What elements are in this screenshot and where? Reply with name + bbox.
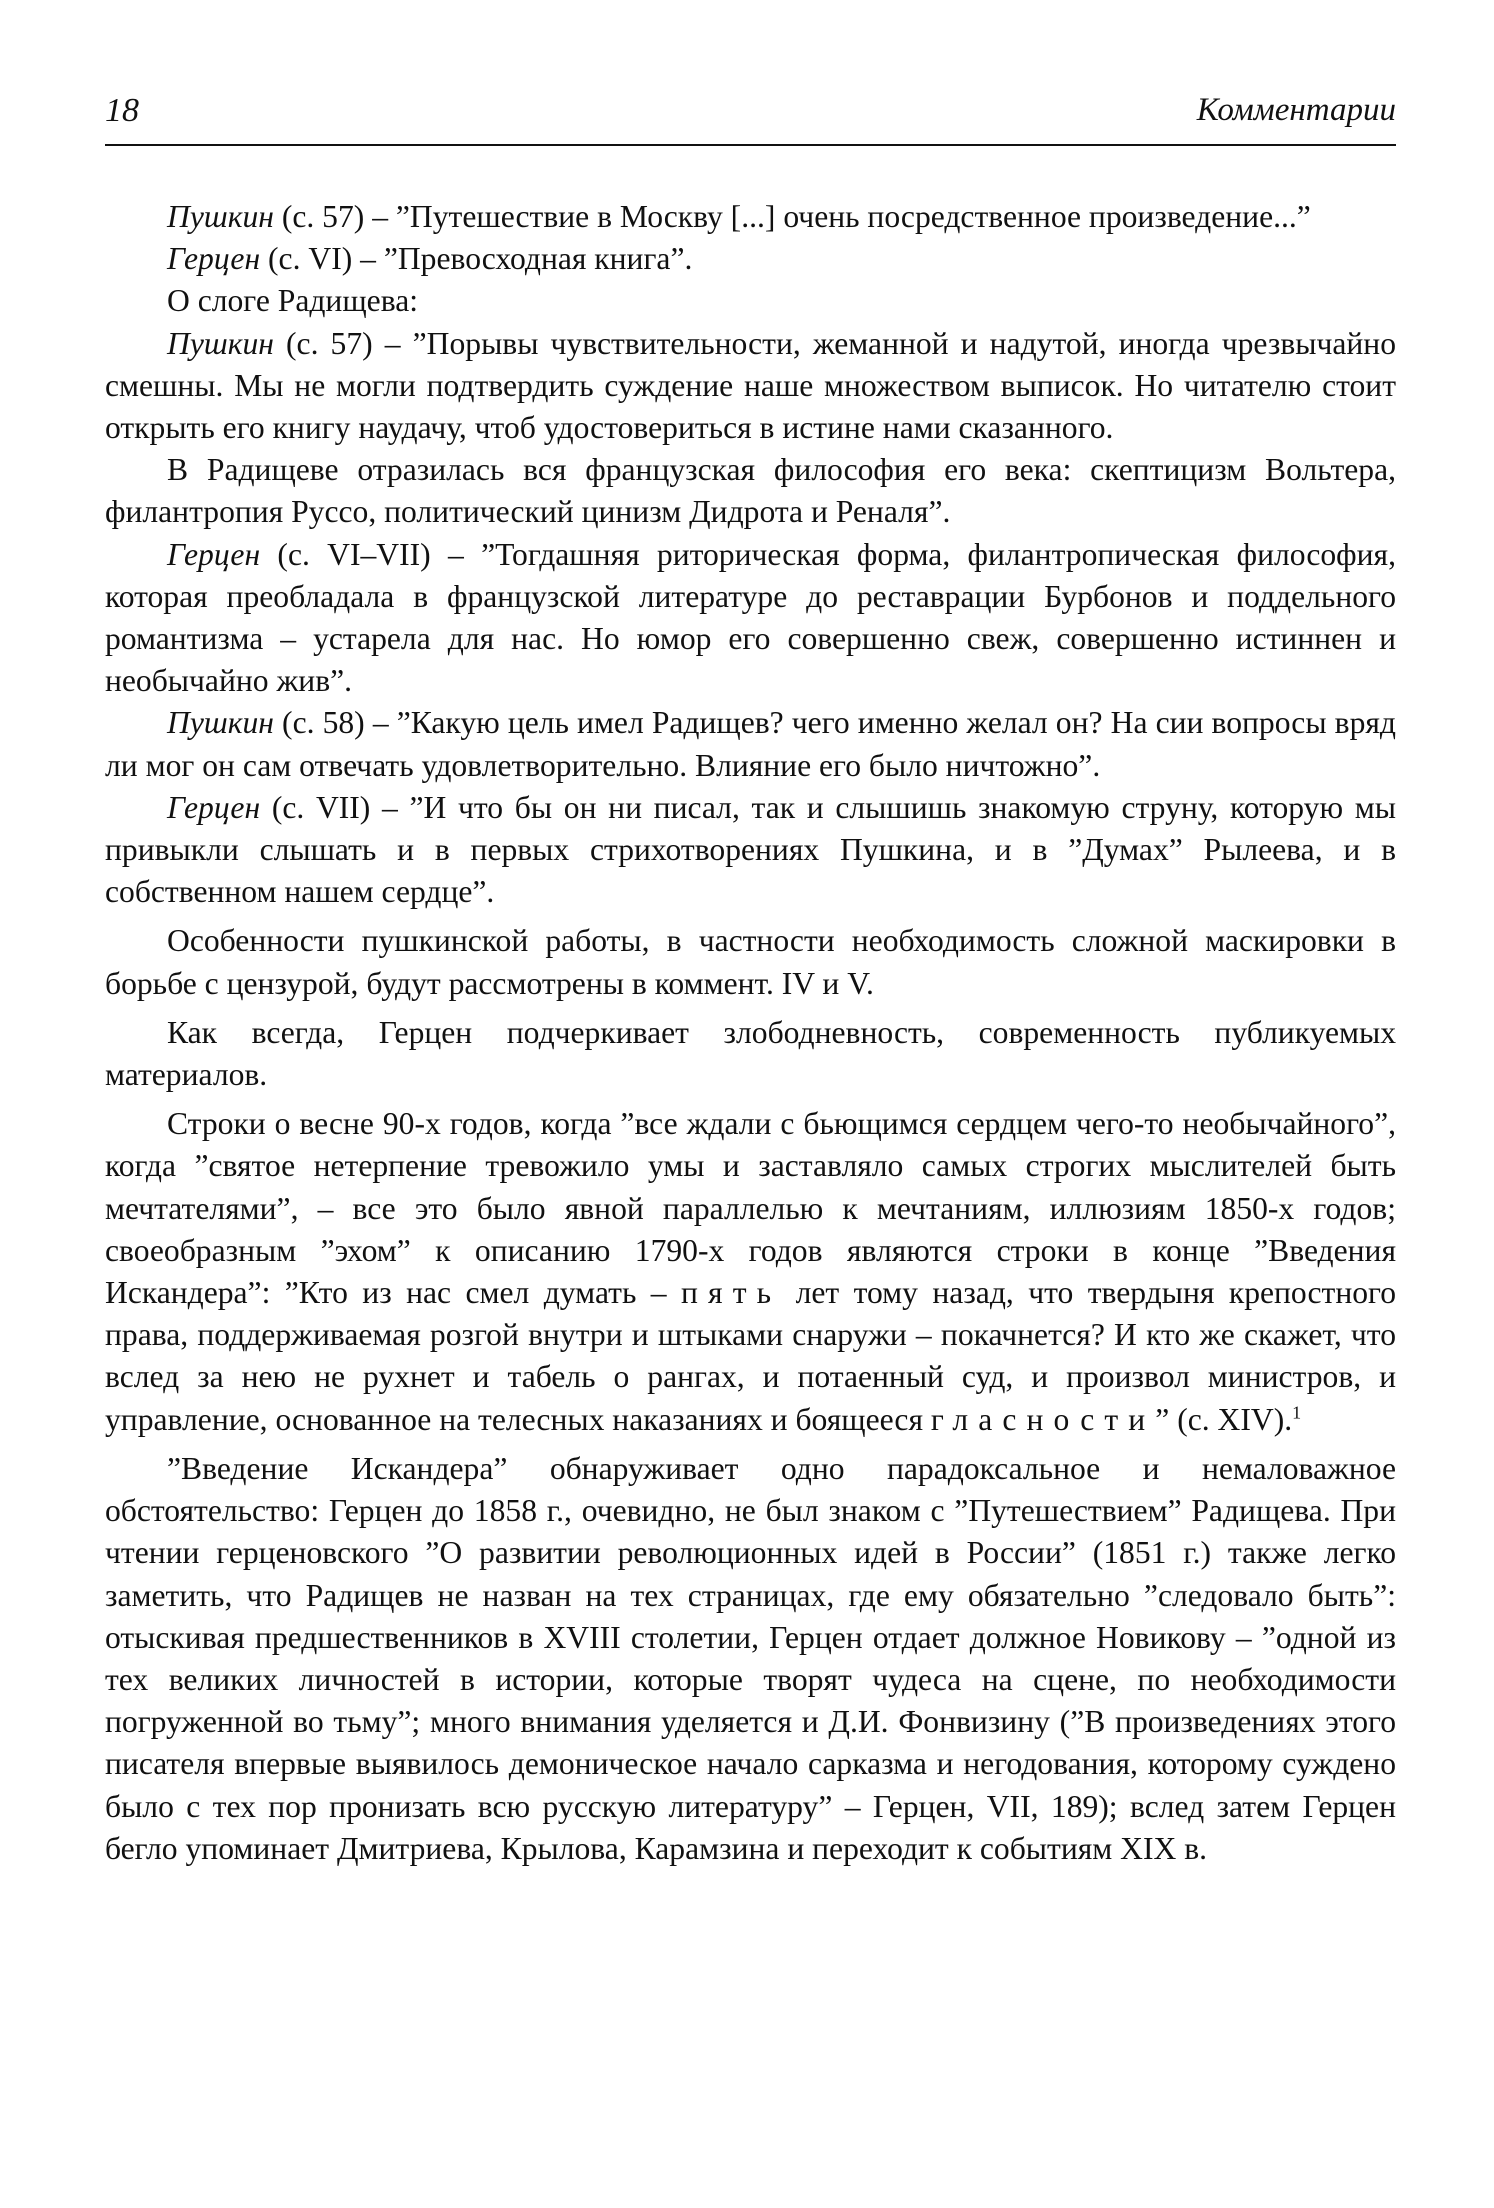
paragraph: [105, 920, 1396, 1004]
page-ref: (с. VI): [260, 241, 361, 277]
page-number: 18: [105, 92, 139, 129]
paragraph: [105, 323, 1396, 450]
spaced-emphasis: пять: [681, 1275, 782, 1311]
speaker-name: Герцен: [167, 241, 261, 277]
paragraph-text: Как всегда, Герцен подчеркивает злободневность, современность публикуемых материалов.: [105, 1014, 1396, 1093]
paragraph-text: – ”И что бы он ни писал, так и слышишь знакомую струну, которую мы привыкли слышать и в первых стрихотворениях Пушкина, и в ”Думах” Рылеева, и в собственном нашем сердце”.: [105, 789, 1396, 910]
paragraph: [105, 1103, 1396, 1441]
page-ref: (с. 57): [273, 325, 385, 361]
paragraph: [105, 238, 1396, 280]
paragraph: [105, 280, 1396, 322]
paragraph-text: лет тому назад, что твердыня крепостного права, поддерживаемая розгой внутри и штыками снаружи – покачнется? И кто же скажет, что вслед за нею не рухнет и табель о рангах, и потаенный суд, и произвол министров, и управление, основанное на телесных наказаниях и боящееся: [105, 1275, 1397, 1437]
page-ref: (с. 57): [273, 199, 373, 234]
paragraph-text: ” (с. XIV).: [1155, 1401, 1293, 1437]
paragraph-text: В Радищеве отразилась вся французская философия его века: скептицизм Вольтера, филантропия Руссо, политический цинизм Дидрота и Реналя”.: [105, 452, 1396, 530]
paragraph: [105, 196, 1396, 238]
paragraph-text: Особенности пушкинской работы, в частности необходимость сложной маскировки в борьбе с цензурой, будут рассмотрены в коммент. IV и V.: [105, 923, 1396, 1001]
paragraph: [105, 449, 1396, 533]
paragraph: [105, 787, 1396, 914]
speaker-name: Герцен: [167, 536, 261, 572]
paragraph-text: О слоге Радищева:: [167, 283, 418, 319]
page-ref: (с. VI–VII): [260, 536, 448, 572]
speaker-name: Пушкин: [167, 199, 274, 234]
speaker-name: Пушкин: [167, 705, 274, 741]
paragraph-text: – ”Порывы чувствительности, жеманной и надутой, иногда чрезвычайно смешны. Мы не могли подтвердить суждение наше множеством выписок. Но читателю стоит открыть его книгу наудачу, чтоб удостовериться в истине нами сказанного.: [105, 325, 1396, 446]
speaker-name: Герцен: [167, 789, 261, 825]
paragraph-text: – ”Путешествие в Москву [...] очень посредственное произведение...”: [372, 199, 1311, 234]
footnote-mark[interactable]: 1: [1292, 1402, 1302, 1423]
paragraph-text: Строки о весне 90-х годов, когда ”все ждали с бьющимся сердцем чего-то необычайного”, когда ”святое нетерпение тревожило умы и заставляло самых строгих мыслителей быть мечтателями”, – все это было явной параллелью к мечтаниям, иллюзиям 1850-х годов; своеобразным ”эхом” к описанию 1790-х годов являются строки в конце ”Введения Искандера”: ”Кто из нас смел думать –: [105, 1106, 1396, 1311]
paragraph-text: ”Введение Искандера” обнаруживает одно парадоксальное и немаловажное обстоятельство: Герцен до 1858 г., очевидно, не был знаком с ”Путешествием” Радищева. При чтении герценовского ”О развитии революционных идей в России” (1851 г.) также легко заметить, что Радищев не назван на тех страницах, где ему обязательно ”следовало быть”: отыскивая предшественников в XVIII столетии, Герцен отдает должное Новикову – ”одной из тех великих личностей в истории, которые творят чудеса на сцене, по необходимости погруженной во тьму”; много внимания уделяется и Д.И. Фонвизину (”В произведениях этого писателя впервые выявилось демоническое начало сарказма и негодования, которому суждено было с тех пор пронизать всю русскую литературу” – Герцен, VII, 189); вслед затем Герцен бегло упоминает Дмитриева, Крылова, Карамзина и переходит к событиям XIX в.: [105, 1450, 1396, 1866]
page-body: [105, 196, 1396, 1870]
paragraph: [105, 1448, 1396, 1870]
page-ref: (с. 58): [273, 705, 373, 741]
paragraph: [105, 534, 1396, 703]
paragraph: [105, 702, 1396, 786]
speaker-name: Пушкин: [167, 325, 274, 361]
spaced-emphasis: гласности: [930, 1401, 1156, 1437]
page-header: [105, 92, 1396, 146]
page-ref: (с. VII): [260, 789, 383, 825]
running-title: Комментарии: [1196, 92, 1396, 128]
paragraph-text: – ”Какую цель имел Радищев? чего именно желал он? На сии вопросы вряд ли мог он сам отвечать удовлетворительно. Влияние его было ничтожно”.: [105, 705, 1396, 783]
paragraph-text: – ”Тогдашняя риторическая форма, филантропическая философия, которая преобладала в французской литературе до реставрации Бурбонов и поддельного романтизма – устарела для нас. Но юмор его совершенно свеж, совершенно истиннен и необычайно жив”.: [105, 536, 1396, 699]
paragraph: [105, 1012, 1396, 1096]
paragraph-text: – ”Превосходная книга”.: [360, 241, 693, 277]
